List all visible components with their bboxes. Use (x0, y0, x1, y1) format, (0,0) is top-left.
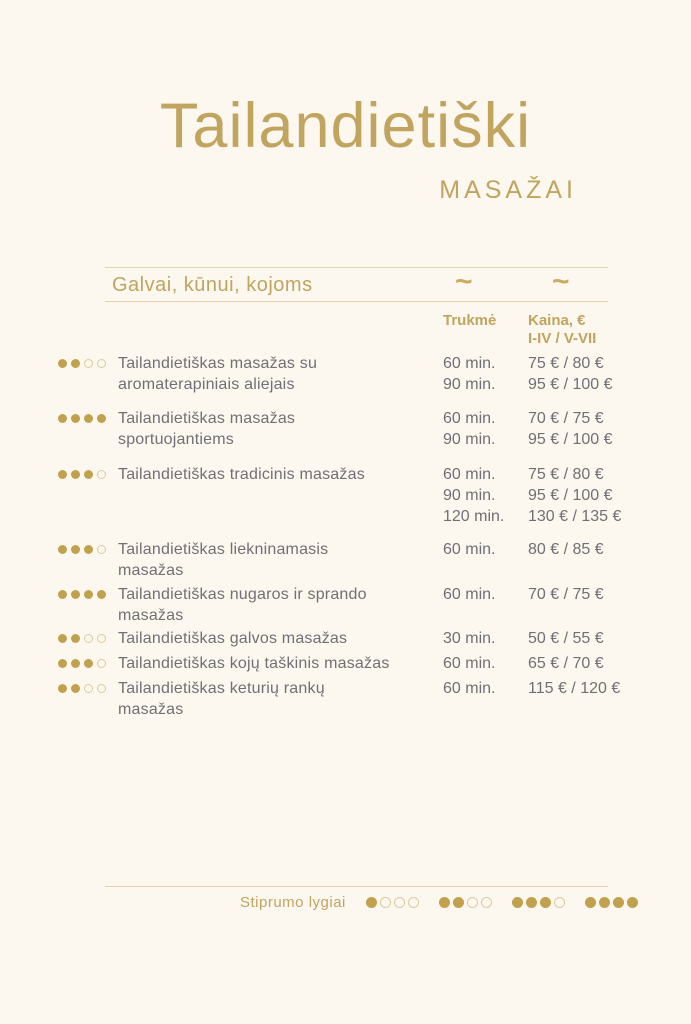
item-schedule (443, 408, 638, 450)
filled-dot-icon (439, 897, 450, 908)
intensity-dots (58, 678, 118, 693)
empty-dot-icon (380, 897, 391, 908)
item-schedule (443, 539, 638, 560)
filled-dot-icon (84, 659, 93, 668)
price-value: 50 € / 55 € (528, 630, 604, 647)
filled-dot-icon (71, 470, 80, 479)
tilde-icon: ~ (552, 265, 570, 298)
item-name-line: Tailandietiškas kojų taškinis masažas (118, 655, 390, 672)
filled-dot-icon (512, 897, 523, 908)
empty-dot-icon (97, 684, 106, 693)
filled-dot-icon (71, 634, 80, 643)
filled-dot-icon (71, 659, 80, 668)
item-name-line: Tailandietiškas masažas su (118, 355, 318, 372)
item-name-line: Tailandietiškas keturių rankų (118, 680, 325, 697)
item-schedule (443, 678, 638, 699)
menu-items (58, 353, 638, 720)
empty-dot-icon (408, 897, 419, 908)
filled-dot-icon (84, 545, 93, 554)
section-title: Galvai, kūnui, kojoms (112, 274, 313, 296)
price-row (443, 628, 638, 649)
filled-dot-icon (84, 590, 93, 599)
filled-dot-icon (526, 897, 537, 908)
item-name (118, 628, 443, 649)
legend-level-3 (512, 897, 565, 908)
empty-dot-icon (84, 684, 93, 693)
duration-value: 60 min. (443, 680, 496, 697)
empty-dot-icon (394, 897, 405, 908)
price-row (443, 539, 638, 560)
item-name (118, 653, 443, 674)
intensity-dots (58, 539, 118, 554)
footer-divider (105, 886, 608, 887)
filled-dot-icon (71, 545, 80, 554)
column-header-price-line1: Kaina, € (528, 312, 586, 329)
item-name-line: aromaterapiniais aliejais (118, 376, 295, 393)
empty-dot-icon (97, 634, 106, 643)
filled-dot-icon (71, 414, 80, 423)
menu-item (58, 539, 638, 581)
filled-dot-icon (71, 359, 80, 368)
duration-value: 30 min. (443, 630, 496, 647)
item-name (118, 353, 443, 395)
menu-item (58, 584, 638, 626)
price-value: 95 € / 100 € (528, 487, 613, 504)
item-schedule (443, 653, 638, 674)
tilde-icon: ~ (455, 265, 473, 298)
legend-level-2 (439, 897, 492, 908)
duration-value: 90 min. (443, 376, 496, 393)
legend-level-1 (366, 897, 419, 908)
item-name-line: Tailandietiškas liekninamasis (118, 541, 329, 558)
filled-dot-icon (58, 634, 67, 643)
menu-item (58, 678, 638, 720)
price-row (443, 464, 638, 485)
filled-dot-icon (453, 897, 464, 908)
item-name (118, 584, 443, 626)
price-row (443, 506, 638, 527)
filled-dot-icon (540, 897, 551, 908)
price-value: 75 € / 80 € (528, 466, 604, 483)
filled-dot-icon (58, 545, 67, 554)
filled-dot-icon (58, 414, 67, 423)
price-row (443, 653, 638, 674)
item-name-line: masažas (118, 607, 184, 624)
duration-value: 60 min. (443, 655, 496, 672)
filled-dot-icon (58, 470, 67, 479)
price-value: 115 € / 120 € (528, 680, 621, 697)
item-name-line: masažas (118, 701, 184, 718)
duration-value: 60 min. (443, 355, 496, 372)
intensity-dots (58, 464, 118, 479)
empty-dot-icon (97, 359, 106, 368)
empty-dot-icon (84, 634, 93, 643)
duration-value: 90 min. (443, 487, 496, 504)
price-row (443, 678, 638, 699)
item-name-line: masažas (118, 562, 184, 579)
item-schedule (443, 628, 638, 649)
filled-dot-icon (366, 897, 377, 908)
filled-dot-icon (58, 590, 67, 599)
item-name (118, 678, 443, 720)
column-header-price (528, 312, 596, 348)
menu-item (58, 353, 638, 395)
item-schedule (443, 464, 638, 527)
filled-dot-icon (58, 659, 67, 668)
price-value: 70 € / 75 € (528, 586, 604, 603)
item-name (118, 464, 443, 485)
price-value: 80 € / 85 € (528, 541, 604, 558)
price-value: 75 € / 80 € (528, 355, 604, 372)
intensity-dots (58, 628, 118, 643)
column-header-price-line2: I-IV / V-VII (528, 330, 597, 347)
item-name-line: Tailandietiškas nugaros ir sprando (118, 586, 367, 603)
page-subtitle: MASAŽAI (439, 176, 577, 204)
intensity-dots (58, 353, 118, 368)
filled-dot-icon (97, 590, 106, 599)
item-name (118, 408, 443, 450)
filled-dot-icon (627, 897, 638, 908)
menu-item (58, 653, 638, 674)
filled-dot-icon (84, 414, 93, 423)
item-schedule (443, 584, 638, 605)
page-title: Tailandietiški (159, 91, 532, 161)
duration-value: 60 min. (443, 541, 496, 558)
price-row (443, 408, 638, 429)
item-name (118, 539, 443, 581)
column-header-duration: Trukmė (443, 312, 497, 329)
filled-dot-icon (58, 684, 67, 693)
legend-groups (366, 897, 638, 908)
intensity-dots (58, 408, 118, 423)
section-header-band (105, 267, 608, 302)
price-value: 95 € / 100 € (528, 431, 613, 448)
empty-dot-icon (97, 470, 106, 479)
filled-dot-icon (585, 897, 596, 908)
price-value: 95 € / 100 € (528, 376, 613, 393)
legend-label: Stiprumo lygiai (240, 894, 346, 911)
filled-dot-icon (97, 414, 106, 423)
menu-item (58, 628, 638, 649)
price-value: 65 € / 70 € (528, 655, 604, 672)
intensity-dots (58, 653, 118, 668)
item-name-line: Tailandietiškas galvos masažas (118, 630, 348, 647)
price-value: 130 € / 135 € (528, 508, 622, 525)
duration-value: 60 min. (443, 586, 496, 603)
duration-value: 120 min. (443, 508, 505, 525)
empty-dot-icon (554, 897, 565, 908)
price-row (443, 584, 638, 605)
empty-dot-icon (97, 659, 106, 668)
empty-dot-icon (481, 897, 492, 908)
filled-dot-icon (599, 897, 610, 908)
duration-value: 90 min. (443, 431, 496, 448)
duration-value: 60 min. (443, 466, 496, 483)
filled-dot-icon (71, 684, 80, 693)
item-name-line: Tailandietiškas masažas (118, 410, 296, 427)
filled-dot-icon (613, 897, 624, 908)
item-schedule (443, 353, 638, 395)
intensity-legend (240, 894, 638, 911)
duration-value: 60 min. (443, 410, 496, 427)
empty-dot-icon (97, 545, 106, 554)
intensity-dots (58, 584, 118, 599)
menu-item (58, 408, 638, 450)
price-value: 70 € / 75 € (528, 410, 604, 427)
price-row (443, 485, 638, 506)
filled-dot-icon (71, 590, 80, 599)
menu-item (58, 464, 638, 527)
empty-dot-icon (467, 897, 478, 908)
price-row (443, 429, 638, 450)
item-name-line: Tailandietiškas tradicinis masažas (118, 466, 365, 483)
legend-level-4 (585, 897, 638, 908)
filled-dot-icon (58, 359, 67, 368)
item-name-line: sportuojantiems (118, 431, 234, 448)
price-row (443, 353, 638, 374)
empty-dot-icon (84, 359, 93, 368)
filled-dot-icon (84, 470, 93, 479)
price-row (443, 374, 638, 395)
